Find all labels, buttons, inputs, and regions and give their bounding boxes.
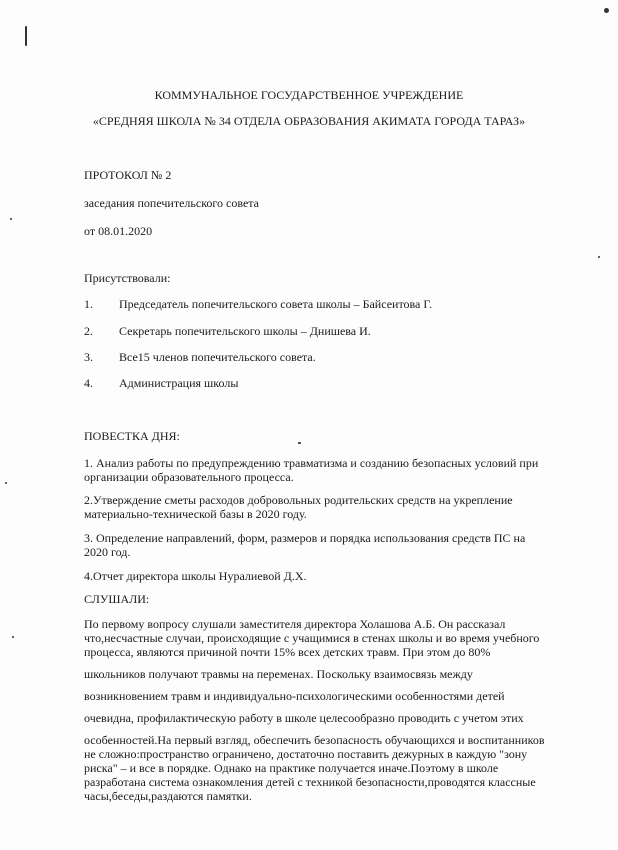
agenda-item-line: 2020 год. — [84, 545, 131, 559]
paragraph-line: процесса, являются причиной почти 15% всех детских травм. При этом до 80% — [84, 645, 491, 659]
agenda-item-line: организации образовательного процесса. — [84, 470, 294, 484]
protocol-title: ПРОТОКОЛ № 2 — [84, 168, 172, 182]
list-item-number: 4. — [84, 376, 93, 390]
protocol-subtitle: заседания попечительского совета — [84, 196, 259, 210]
list-item-number: 2. — [84, 324, 93, 338]
agenda-heading: ПОВЕСТКА ДНЯ: — [84, 429, 180, 443]
paragraph-line: риска" – и все в порядке. Однако на практике получается иначе.Поэтому в школе — [84, 761, 499, 775]
paragraph-line: возникновением травм и индивидуально-психологическими особенностями детей — [84, 689, 505, 703]
list-item: Администрация школы — [119, 376, 239, 390]
agenda-item-line: 2.Утверждение сметы расходов добровольных родительских средств на укрепление — [84, 493, 513, 507]
paragraph-line: школьников получают травмы на переменах. Поскольку взаимосвязь между — [84, 667, 473, 681]
institution-title: КОММУНАЛЬНОЕ ГОСУДАРСТВЕННОЕ УЧРЕЖДЕНИЕ — [154, 88, 464, 102]
agenda-item-line: 4.Отчет директора школы Нуралиевой Д.Х. — [84, 569, 307, 583]
scan-mark — [25, 26, 27, 46]
scan-mark — [10, 218, 12, 220]
list-item: Секретарь попечительского школы – Днишева И. — [119, 324, 371, 338]
institution-subtitle: «СРЕДНЯЯ ШКОЛА № 34 ОТДЕЛА ОБРАЗОВАНИЯ АКИМАТА ГОРОДА ТАРАЗ» — [92, 114, 526, 128]
protocol-date: от 08.01.2020 — [84, 224, 153, 238]
agenda-item-line: 1. Анализ работы по предупреждению травматизма и созданию безопасных условий при — [84, 456, 539, 470]
list-item: Председатель попечительского совета школы – Байсеитова Г. — [119, 297, 432, 311]
scan-mark — [604, 8, 609, 13]
scan-mark — [598, 256, 600, 258]
list-item-number: 1. — [84, 297, 93, 311]
paragraph-line: не сложно:пространство ограничено, достаточно поставить дежурных в каждую "зону — [84, 747, 528, 761]
paragraph-line: что,несчастные случаи, происходящие с учащимися в стенах школы и во время учебного — [84, 631, 540, 645]
paragraph-line: разработана система ознакомления детей с техникой безопасности,проводятся классные — [84, 775, 536, 789]
list-item-number: 3. — [84, 350, 93, 364]
agenda-item-line: 3. Определение направлений, форм, размеров и порядка использования средств ПС на — [84, 531, 526, 545]
paragraph-line: особенностей.На первый взгляд, обеспечить безопасность обучающихся и воспитанников — [84, 733, 545, 747]
agenda-item-line: материально-технической базы в 2020 году. — [84, 507, 307, 521]
scan-mark — [298, 442, 301, 444]
list-item: Все15 членов попечительского совета. — [119, 350, 316, 364]
scan-mark — [12, 636, 14, 638]
paragraph-line: По первому вопросу слушали заместителя директора Холашова А.Б. Он рассказал — [84, 617, 506, 631]
scan-mark — [5, 482, 7, 484]
paragraph-line: очевидна, профилактическую работу в школе целесообразно проводить с учетом этих — [84, 711, 524, 725]
paragraph-line: часы,беседы,раздаются памятки. — [84, 789, 252, 803]
attendance-heading: Присутствовали: — [84, 271, 171, 285]
heard-heading: СЛУШАЛИ: — [84, 592, 150, 606]
